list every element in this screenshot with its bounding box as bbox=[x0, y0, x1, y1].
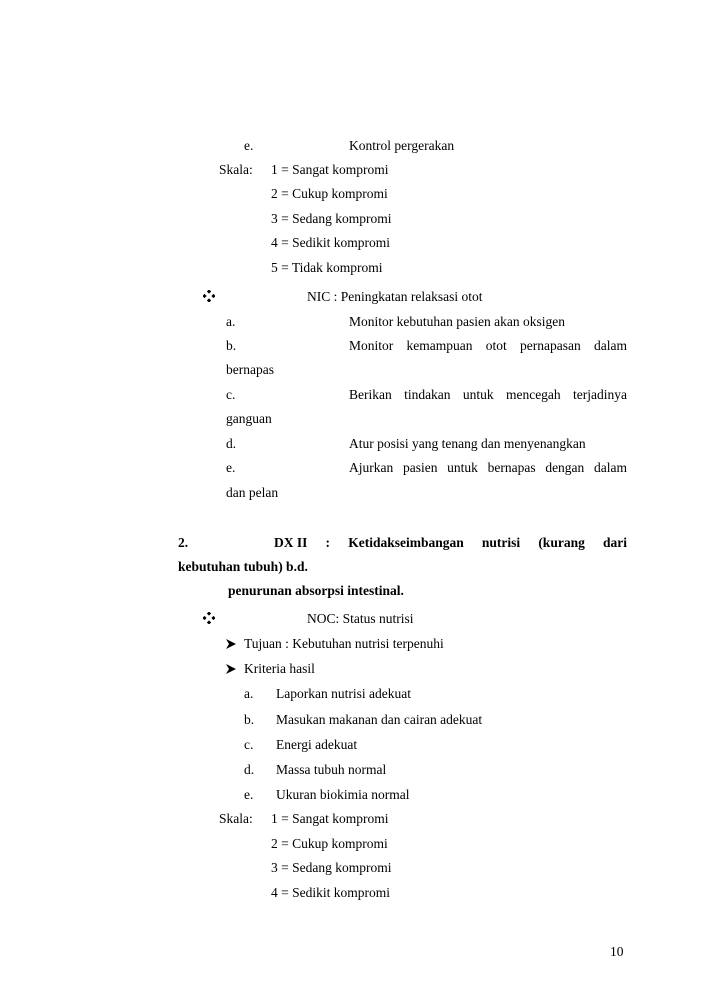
criteria-text: Ukuran biokimia normal bbox=[276, 787, 410, 802]
item-text: Kontrol pergerakan bbox=[349, 138, 455, 153]
diamond-bullet-icon bbox=[203, 290, 215, 302]
noc-goal: Tujuan : Kebutuhan nutrisi terpenuhi bbox=[244, 636, 444, 651]
criteria-letter: d. bbox=[244, 762, 255, 777]
criteria-letter: e. bbox=[244, 787, 254, 802]
criteria-letter: a. bbox=[244, 686, 254, 701]
nic-header: NIC : Peningkatan relaksasi otot bbox=[307, 289, 483, 304]
item-letter: e. bbox=[244, 138, 254, 153]
diagnosis-title-cont: kebutuhan tubuh) b.d. bbox=[178, 559, 308, 574]
nic-item-letter: d. bbox=[226, 436, 237, 451]
nic-item-text: Atur posisi yang tenang dan menyenangkan bbox=[349, 436, 586, 451]
nic-item-letter: e. bbox=[226, 460, 236, 475]
nic-item-continuation: dan pelan bbox=[226, 485, 279, 500]
diagnosis-title: DX II : Ketidakseimbangan nutrisi (kurang dari bbox=[274, 535, 627, 550]
noc-criteria-label: Kriteria hasil bbox=[244, 661, 315, 676]
scale-item: 5 = Tidak kompromi bbox=[271, 260, 383, 275]
nic-item-text: Berikan tindakan untuk mencegah terjadinya bbox=[349, 387, 627, 402]
scale-label: Skala: bbox=[219, 811, 253, 826]
nic-item-letter: a. bbox=[226, 314, 236, 329]
criteria-letter: b. bbox=[244, 712, 255, 727]
diamond-bullet-icon bbox=[203, 612, 215, 624]
criteria-text: Masukan makanan dan cairan adekuat bbox=[276, 712, 483, 727]
scale-item: 4 = Sedikit kompromi bbox=[271, 235, 390, 250]
page-number: 10 bbox=[610, 944, 624, 959]
criteria-text: Massa tubuh normal bbox=[276, 762, 387, 777]
criteria-text: Energi adekuat bbox=[276, 737, 358, 752]
nic-item-text: Ajurkan pasien untuk bernapas dengan dalam bbox=[349, 460, 627, 475]
nic-item-continuation: ganguan bbox=[226, 411, 272, 426]
diagnosis-number: 2. bbox=[178, 535, 189, 550]
arrow-bullet-icon bbox=[226, 664, 236, 674]
nic-item-text: Monitor kemampuan otot pernapasan dalam bbox=[349, 338, 627, 353]
nic-item-continuation: bernapas bbox=[226, 362, 274, 377]
scale-item: 3 = Sedang kompromi bbox=[271, 211, 392, 226]
diagnosis-title-cont: penurunan absorpsi intestinal. bbox=[228, 583, 404, 598]
nic-item-letter: b. bbox=[226, 338, 237, 353]
scale-item: 3 = Sedang kompromi bbox=[271, 860, 392, 875]
scale-item: 2 = Cukup kompromi bbox=[271, 186, 388, 201]
scale-label: Skala: bbox=[219, 162, 253, 177]
scale-item: 1 = Sangat kompromi bbox=[271, 162, 389, 177]
arrow-bullet-icon bbox=[226, 639, 236, 649]
scale-item: 2 = Cukup kompromi bbox=[271, 836, 388, 851]
criteria-letter: c. bbox=[244, 737, 254, 752]
nic-item-text: Monitor kebutuhan pasien akan oksigen bbox=[349, 314, 565, 329]
nic-item-letter: c. bbox=[226, 387, 236, 402]
scale-item: 1 = Sangat kompromi bbox=[271, 811, 389, 826]
criteria-text: Laporkan nutrisi adekuat bbox=[276, 686, 411, 701]
scale-item: 4 = Sedikit kompromi bbox=[271, 885, 390, 900]
noc-header: NOC: Status nutrisi bbox=[307, 611, 414, 626]
